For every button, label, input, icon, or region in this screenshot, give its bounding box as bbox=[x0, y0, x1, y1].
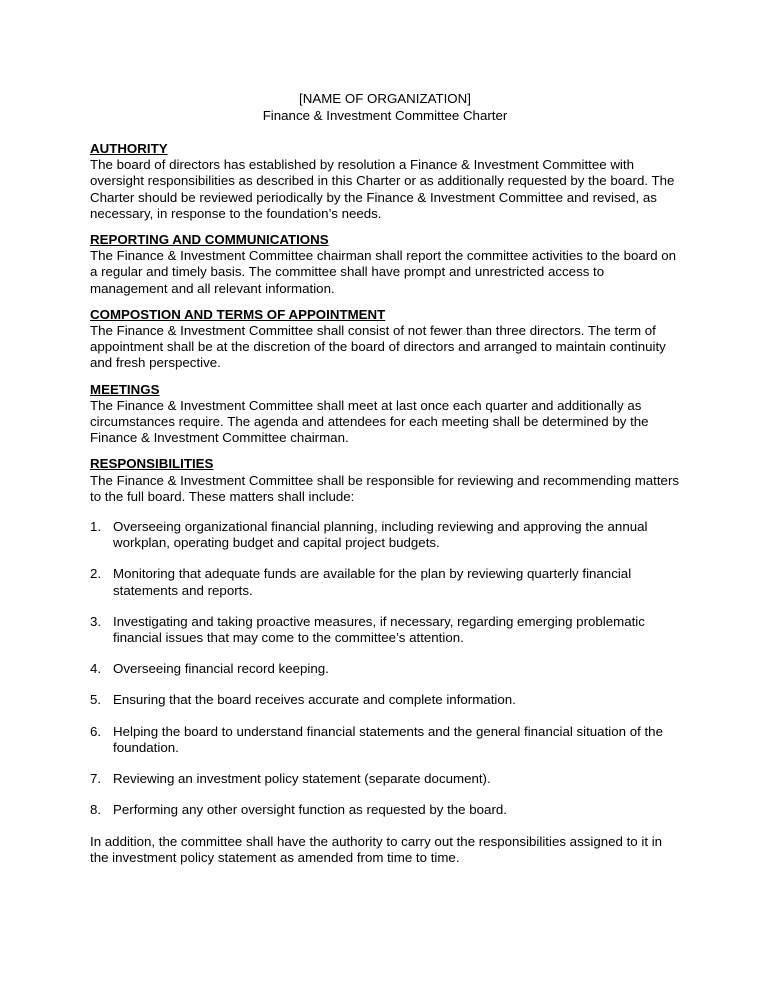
list-item bbox=[90, 724, 680, 756]
section-authority bbox=[90, 141, 680, 222]
list-item-text: Overseeing financial record keeping. bbox=[113, 661, 329, 677]
section-reporting bbox=[90, 232, 680, 297]
section-heading: COMPOSTION AND TERMS OF APPOINTMENT bbox=[90, 306, 386, 322]
list-item bbox=[90, 566, 680, 598]
section-heading: REPORTING AND COMMUNICATIONS bbox=[90, 232, 329, 248]
list-item-number: 3. bbox=[90, 613, 102, 629]
list-item-text: Monitoring that adequate funds are available for the plan by reviewing quarterly financial statements and reports. bbox=[113, 566, 632, 598]
section-body: The Finance & Investment Committee shall consist of not fewer than three directors. The term of appointment shall be at the discretion of the board of directors and arranged to maintain continuity and fresh perspective. bbox=[90, 323, 666, 371]
document-title: Finance & Investment Committee Charter bbox=[262, 108, 508, 123]
list-item-number: 5. bbox=[90, 692, 102, 708]
section-body: The Finance & Investment Committee shall meet at last once each quarter and additionally as circumstances require. The agenda and attendees for each meeting shall be determined by the Finance & Investment Committee chairman. bbox=[90, 397, 649, 446]
list-item bbox=[90, 614, 680, 646]
list-item-text: Ensuring that the board receives accurate and complete information. bbox=[113, 692, 516, 708]
section-body: The Finance & Investment Committee shall be responsible for reviewing and recommending matters to the full board. These matters shall include: bbox=[90, 472, 680, 504]
section-meetings bbox=[90, 382, 680, 447]
section-heading: MEETINGS bbox=[90, 381, 160, 397]
section-body: The Finance & Investment Committee chairman shall report the committee activities to the board on a regular and timely basis. The committee shall have prompt and unrestricted access to management and all relevant information. bbox=[90, 248, 677, 296]
list-item-text: Helping the board to understand financial statements and the general financial situation of the foundation. bbox=[113, 723, 663, 755]
list-item-text: Investigating and taking proactive measures, if necessary, regarding emerging problematic financial issues that may come to the committee’s attention. bbox=[113, 613, 645, 646]
document-page bbox=[90, 90, 680, 876]
list-item bbox=[90, 692, 680, 708]
list-item bbox=[90, 802, 680, 818]
section-responsibilities bbox=[90, 456, 680, 865]
list-item-number: 7. bbox=[90, 771, 102, 787]
section-body: The board of directors has established by resolution a Finance & Investment Committee with oversight responsibilities as described in this Charter or as additionally requested by the board. The Charter should be reviewed periodically by the Finance & Investment Committee and revised, as necessary, in response to the foundation’s needs. bbox=[90, 157, 675, 221]
section-heading: AUTHORITY bbox=[90, 141, 168, 156]
list-item-text: Overseeing organizational financial planning, including reviewing and approving the annual workplan, operating budget and capital project budgets. bbox=[113, 519, 648, 551]
list-item-number: 8. bbox=[90, 802, 102, 818]
organization-name: [NAME OF ORGANIZATION] bbox=[299, 91, 471, 106]
responsibilities-list bbox=[90, 519, 680, 818]
list-item-number: 2. bbox=[90, 566, 102, 582]
list-item bbox=[90, 661, 680, 677]
list-item-text: Performing any other oversight function as requested by the board. bbox=[113, 802, 507, 818]
section-composition bbox=[90, 307, 680, 372]
document-header bbox=[90, 90, 680, 124]
list-item-number: 6. bbox=[90, 723, 102, 739]
list-item-number: 1. bbox=[90, 519, 102, 535]
closing-paragraph: In addition, the committee shall have the authority to carry out the responsibilities assigned to it in the investment policy statement as amended from time to time. bbox=[90, 833, 663, 865]
list-item-text: Reviewing an investment policy statement (separate document). bbox=[113, 771, 491, 787]
list-item bbox=[90, 771, 680, 787]
section-heading: RESPONSIBILITIES bbox=[90, 456, 214, 472]
list-item bbox=[90, 519, 680, 551]
list-item-number: 4. bbox=[90, 661, 102, 677]
